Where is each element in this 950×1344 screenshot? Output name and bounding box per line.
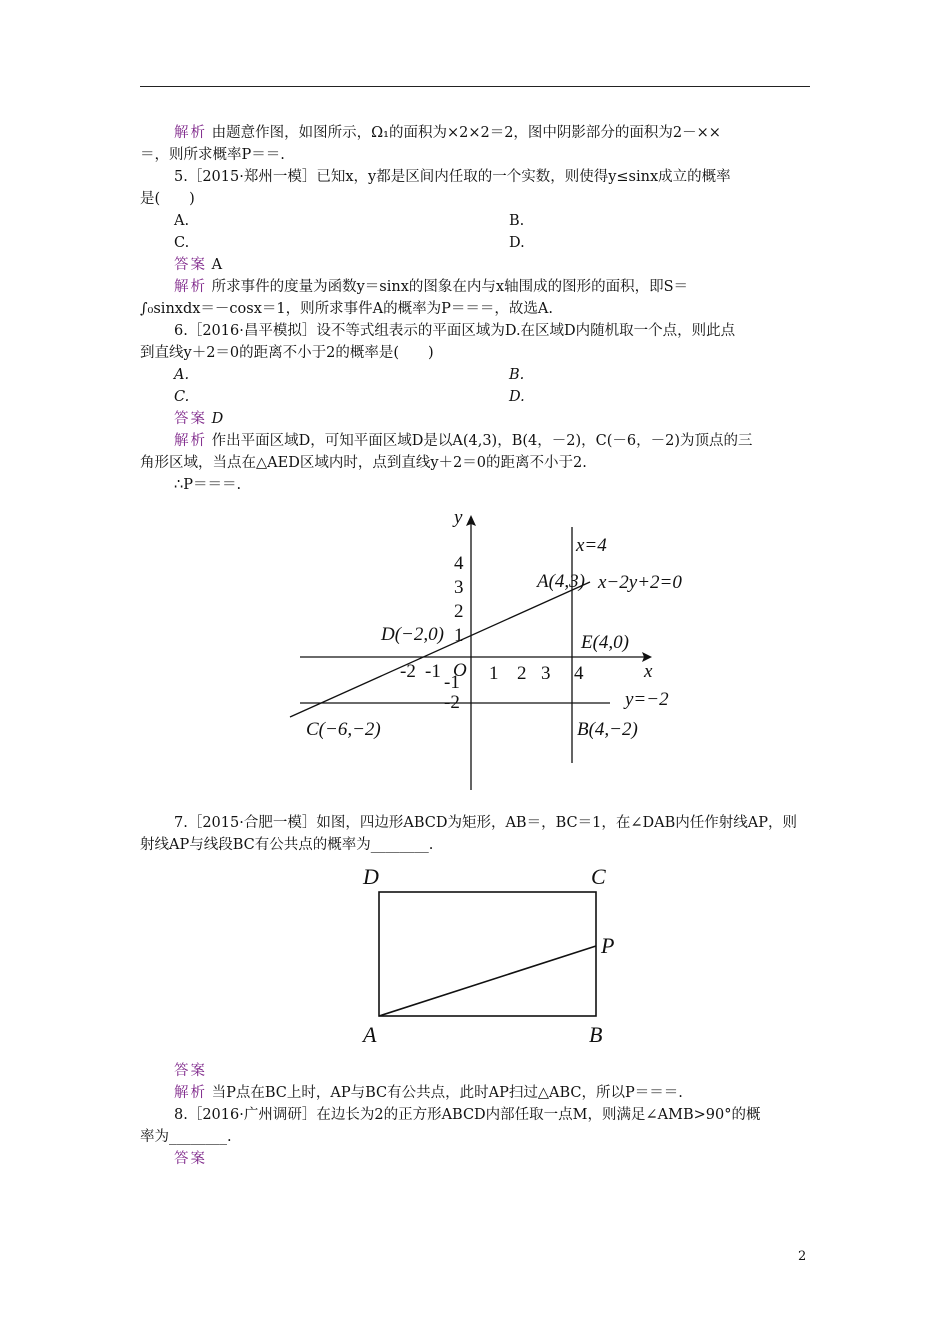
x-tick-1: 1: [489, 663, 499, 684]
q6-analysis-line1: [174, 432, 752, 450]
q6-answer-line: [174, 410, 223, 428]
y-axis-label: y: [454, 507, 463, 528]
label-x-equals-4: x=4: [576, 535, 607, 556]
label-main-line: x−2y+2=0: [598, 572, 682, 593]
label-point-a: A(4,3): [537, 571, 586, 592]
q6-option-d: D.: [509, 389, 525, 405]
q7-stem-line1: 7.［2015·合肥一模］如图，四边形ABCD为矩形，AB＝，BC＝1，在∠DAB内任作射线AP，则: [174, 815, 797, 831]
p4-analysis-line2: ＝，则所求概率P＝＝.: [140, 147, 285, 163]
rectangle-abcd: [379, 892, 596, 1016]
page-number: 2: [798, 1249, 807, 1264]
q5-answer-line: [174, 256, 222, 274]
label-c: C: [591, 864, 606, 889]
q5-analysis-line2: ∫₀sinxdx＝－cosx＝1，则所求事件A的概率为P＝＝＝，故选A.: [140, 301, 553, 317]
label-b: B: [589, 1022, 603, 1047]
label-point-e: E(4,0): [581, 632, 630, 653]
q6-option-b: B.: [509, 367, 525, 383]
q6-analysis-line2: 角形区域，当点在△AED区域内时，点到直线y＋2＝0的距离不小于2.: [140, 455, 587, 471]
q6-stem-line1: 6.［2016·昌平模拟］设不等式组表示的平面区域为D.在区域D内随机取一个点，则此点: [174, 323, 736, 339]
label-p: P: [601, 933, 615, 958]
y-tick-1: 1: [454, 625, 464, 646]
analysis-text: 作出平面区域D，可知平面区域D是以A(4,3)，B(4，－2)，C(－6，－2)为顶点的三: [211, 433, 753, 449]
analysis-label: 解析: [174, 279, 207, 295]
answer-label: 答案: [174, 257, 207, 273]
x-axis-label: x: [644, 661, 653, 682]
q7-stem-line2: 射线AP与线段BC有公共点的概率为________.: [140, 837, 434, 853]
label-point-c: C(−6,−2): [306, 719, 381, 740]
q5-option-b: B.: [509, 213, 525, 229]
q5-stem-line2: 是( ): [140, 191, 195, 207]
x-tick-minus-2: -2: [400, 661, 416, 682]
label-point-d: D(−2,0): [381, 624, 444, 645]
q7-answer-line: [174, 1062, 207, 1080]
q5-stem-line1: 5.［2015·郑州一模］已知x，y都是区间内任取的一个实数，则使得y≤sinx成立的概率: [174, 169, 731, 185]
q5-option-a: A.: [174, 213, 190, 229]
q5-option-d: D.: [509, 235, 525, 251]
label-point-b: B(4,−2): [577, 719, 638, 740]
y-tick-minus-2: -2: [444, 692, 460, 713]
q7-analysis-line: [174, 1084, 683, 1102]
label-a: A: [363, 1022, 377, 1047]
y-tick-minus-1: -1: [444, 672, 460, 693]
analysis-text: 当P点在BC上时，AP与BC有公共点，此时AP扫过△ABC，所以P＝＝＝.: [211, 1085, 683, 1101]
q8-answer-line: [174, 1150, 207, 1168]
ray-ap: [379, 946, 596, 1016]
q6-conclusion: ∴P＝＝＝.: [174, 477, 242, 493]
answer-label: 答案: [174, 411, 207, 427]
rectangle-diagram: [355, 862, 625, 1052]
answer-label: 答案: [174, 1063, 207, 1079]
answer-label: 答案: [174, 1151, 207, 1167]
analysis-text: 所求事件的度量为函数y＝sinx的图象在内与x轴围成的图形的面积，即S＝: [211, 279, 689, 295]
x-tick-4: 4: [574, 663, 584, 684]
region-diagram: [280, 505, 700, 795]
q6-option-c: C.: [174, 389, 190, 405]
x-tick-minus-1: -1: [425, 661, 441, 682]
q5-option-c: C.: [174, 235, 190, 251]
q5-answer: A: [211, 257, 223, 273]
q6-stem-line2: 到直线y＋2＝0的距离不小于2的概率是( ): [140, 345, 434, 361]
analysis-label: 解析: [174, 125, 207, 141]
q8-stem-line2: 率为________.: [140, 1129, 232, 1145]
analysis-text: 由题意作图，如图所示，Ω₁的面积为×2×2＝2，图中阴影部分的面积为2－××: [211, 125, 721, 141]
origin-label: O: [453, 660, 467, 681]
label-y-equals-minus-2: y=−2: [625, 689, 669, 710]
header-rule: [140, 86, 810, 87]
analysis-label: 解析: [174, 433, 207, 449]
y-tick-3: 3: [454, 577, 464, 598]
x-tick-3: 3: [541, 663, 551, 684]
line-main: [290, 582, 590, 717]
q8-stem-line1: 8.［2016·广州调研］在边长为2的正方形ABCD内部任取一点M，则满足∠AMB>90°的概: [174, 1107, 761, 1123]
q6-answer: D: [211, 411, 224, 427]
q6-option-a: A.: [174, 367, 190, 383]
analysis-label: 解析: [174, 1085, 207, 1101]
y-tick-4: 4: [454, 553, 464, 574]
x-tick-2: 2: [517, 663, 527, 684]
p4-analysis-line1: [174, 124, 721, 142]
q5-analysis-line1: [174, 278, 688, 296]
y-tick-2: 2: [454, 601, 464, 622]
label-d: D: [363, 864, 379, 889]
